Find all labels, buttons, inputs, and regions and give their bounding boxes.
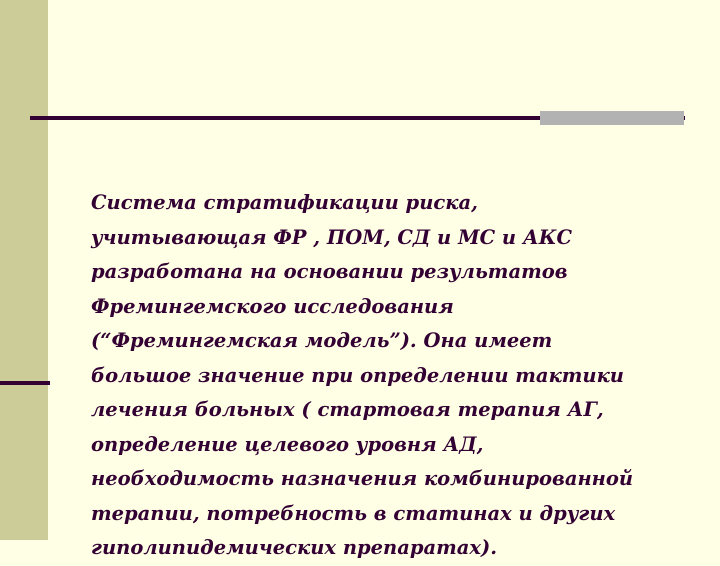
left-bar-rule xyxy=(0,381,50,385)
slide-body-text: Система стратификации риска, учитывающая ФР , ПОМ, СД и МС и АКС разработана на основании результатов Фремингемского исследования (“Фремингемская модель”). Она имеет большое значение при определении тактики лечения больных ( стартовая терапия АГ, определение целевого уровня АД, необходимость назначения комбинированной терапии, потребность в статинах и других гиполипидемических препаратах). xyxy=(91,191,634,559)
divider-accent-block xyxy=(540,111,684,125)
left-decorative-bar xyxy=(0,0,48,540)
